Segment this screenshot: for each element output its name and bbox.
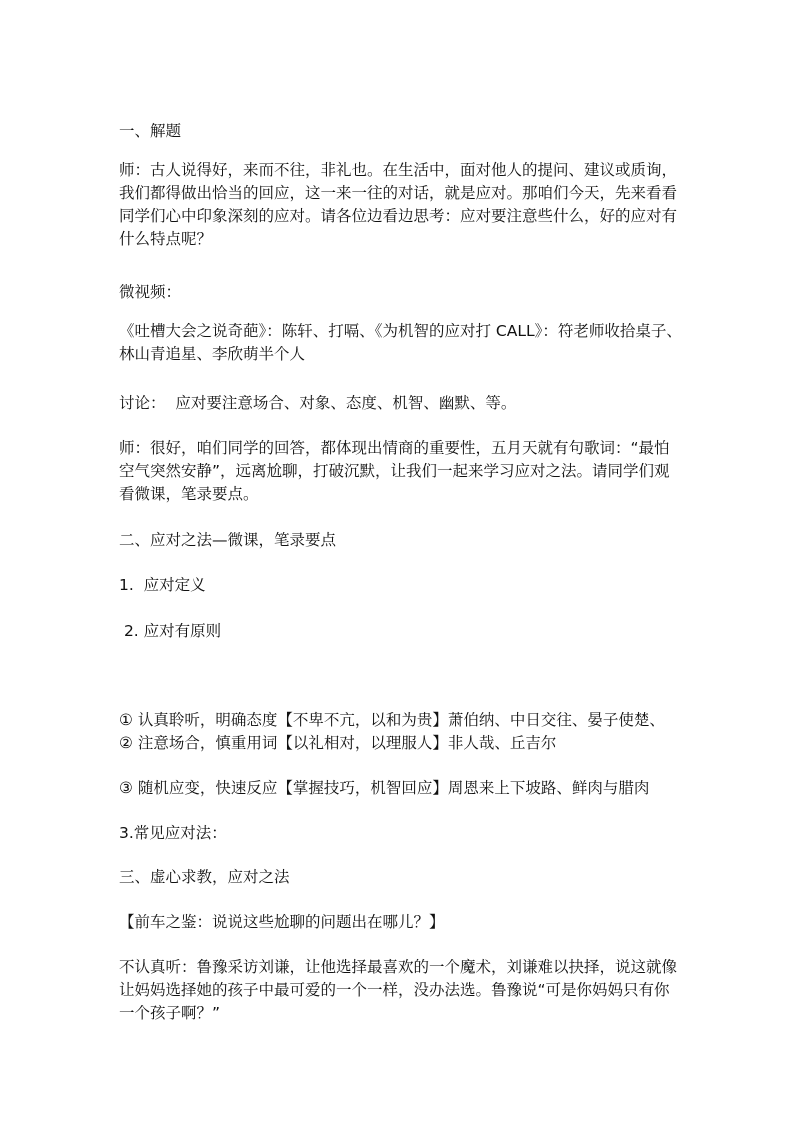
- section-heading-2: 二、应对之法—微课，笔录要点: [119, 531, 337, 549]
- teacher-response-paragraph: 师：很好，咱们同学的回答，都体现出情商的重要性，五月天就有句歌词：“最怕空气突然安静”，远离尬聊，打破沉默，让我们一起来学习应对之法。请同学们观看微课，笔录要点。: [119, 439, 670, 503]
- section-heading-1: 一、解题: [119, 122, 182, 140]
- micro-video-label: 微视频：: [119, 283, 182, 301]
- discussion-paragraph: 讨论： 应对要注意场合、对象、态度、机智、幽默、等。: [119, 394, 517, 412]
- principle-line-2: ② 注意场合，慎重用词【以礼相对，以理服人】非人哉、丘吉尔: [119, 734, 557, 752]
- section-heading-3: 三、虚心求教，应对之法: [119, 868, 290, 886]
- video-list-paragraph: 《吐槽大会之说奇葩》：陈轩、打嗝、《为机智的应对打 CALL》：符老师收拾桌子、林山青追星、李欣萌半个人: [119, 322, 682, 363]
- list-item-definition: 1. 应对定义: [119, 576, 206, 594]
- principle-line-3: ③ 随机应变，快速反应【掌握技巧，机智回应】周恩来上下坡路、鲜肉与腊肉: [119, 779, 650, 797]
- list-item-common-methods: 3.常见应对法：: [119, 824, 227, 842]
- lesson-example-paragraph: 不认真听：鲁豫采访刘谦，让他选择最喜欢的一个魔术，刘谦难以抉择，说这就像让妈妈选择她的孩子中最可爱的一个一样，没办法选。鲁豫说“可是你妈妈只有你一个孩子啊？”: [119, 958, 678, 1022]
- teacher-intro-paragraph: 师：古人说得好，来而不往，非礼也。在生活中，面对他人的提问、建议或质询，我们都得做出恰当的回应，这一来一往的对话，就是应对。那咱们今天，先来看看同学们心中印象深刻的应对。请各位边看边思考：应对要注意些什么，好的应对有什么特点呢？: [119, 161, 678, 248]
- lesson-title: 【前车之鉴：说说这些尬聊的问题出在哪儿？】: [119, 913, 445, 931]
- principle-line-1: ① 认真聆听，明确态度【不卑不亢，以和为贵】萧伯纳、中日交往、晏子使楚、: [119, 711, 665, 729]
- list-item-principles: 2. 应对有原则: [119, 622, 222, 640]
